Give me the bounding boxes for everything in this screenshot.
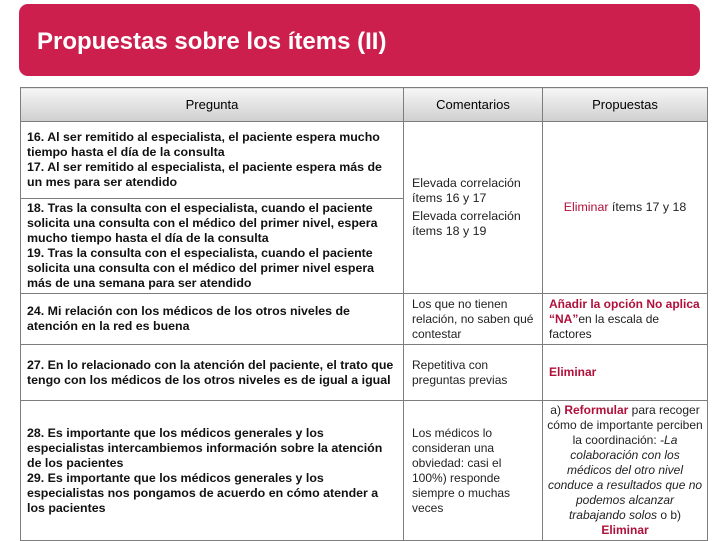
proposal-action-eliminar: Eliminar xyxy=(601,523,649,537)
proposal-rest: ítems 17 y 18 xyxy=(608,200,687,214)
question-cell-18-19 xyxy=(21,199,404,294)
proposal-a-rest: para recoger cómo de importante perciben la coordinación: xyxy=(547,403,703,447)
question-27: 27. En lo relacionado con la atención del paciente, el trato que tengo con los médicos de los otros niveles es de igual a igual xyxy=(21,345,404,401)
table-header-row xyxy=(21,88,708,122)
proposal-rest: en la escala de factores xyxy=(549,311,660,341)
proposal-action-eliminar: Eliminar xyxy=(549,365,597,379)
question-28: 28. Es importante que los médicos generales y los especialistas intercambiemos información sobre la atención de los pacientes xyxy=(27,425,383,470)
title-banner xyxy=(19,4,700,76)
question-cell-16-17 xyxy=(21,122,404,199)
comment-16-17: Elevada correlación ítems 16 y 17 xyxy=(412,176,521,205)
proposal-cell-24 xyxy=(543,294,708,345)
proposal-cell-28-29 xyxy=(543,401,708,541)
question-cell-28-29 xyxy=(21,401,404,541)
comment-24: Los que no tienen relación, no saben qué contestar xyxy=(404,294,543,345)
table-row xyxy=(21,345,708,401)
question-16: 16. Al ser remitido al especialista, el paciente espera mucho tiempo hasta el día de la consulta xyxy=(27,130,380,159)
proposal-a-prefix: a) xyxy=(550,403,565,417)
proposal-cell-16-19 xyxy=(543,122,708,294)
proposal-action-anadir: Añadir la opción No aplica “NA” xyxy=(549,296,700,326)
table-row xyxy=(21,122,708,199)
question-18: 18. Tras la consulta con el especialista, cuando el paciente solicita una consulta con el médico del primer nivel, espera mucho tiempo hasta el día de la consulta xyxy=(27,201,378,245)
proposal-cell-27 xyxy=(543,345,708,401)
comment-28-29: Los médicos lo consideran una obviedad: casi el 100%) responde siempre o muchas veces xyxy=(404,401,543,541)
header-comentarios: Comentarios xyxy=(404,88,543,122)
question-19: 19. Tras la consulta con el especialista, cuando el paciente solicita una consulta con el médico del primer nivel espera más de una semana para ser atendido xyxy=(27,246,375,290)
comment-cell-16-19 xyxy=(404,122,543,294)
proposals-table xyxy=(20,87,708,541)
header-propuestas: Propuestas xyxy=(543,88,708,122)
comment-18-19: Elevada correlación ítems 18 y 19 xyxy=(412,209,521,238)
proposal-a-example: -La colaboración con los médicos del otro nivel conduce a resultados que no podemos alcanzar trabajando solos xyxy=(547,433,703,522)
proposal-or: o b) xyxy=(657,508,682,522)
proposal-action-eliminar: Eliminar xyxy=(563,200,609,214)
table-row xyxy=(21,401,708,541)
header-pregunta: Pregunta xyxy=(21,88,404,122)
question-17: 17. Al ser remitido al especialista, el paciente espera más de un mes para ser atendido xyxy=(27,160,382,189)
comment-27: Repetitiva con preguntas previas xyxy=(404,345,543,401)
page-title: Propuestas sobre los ítems (II) xyxy=(37,28,387,55)
question-29: 29. Es importante que los médicos generales y los especialistas nos pongamos de acuerdo en cómo atender a los pacientes xyxy=(27,470,379,515)
proposal-action-reformular: Reformular xyxy=(564,403,629,417)
question-24: 24. Mi relación con los médicos de los otros niveles de atención en la red es buena xyxy=(21,294,404,345)
table-row xyxy=(21,294,708,345)
